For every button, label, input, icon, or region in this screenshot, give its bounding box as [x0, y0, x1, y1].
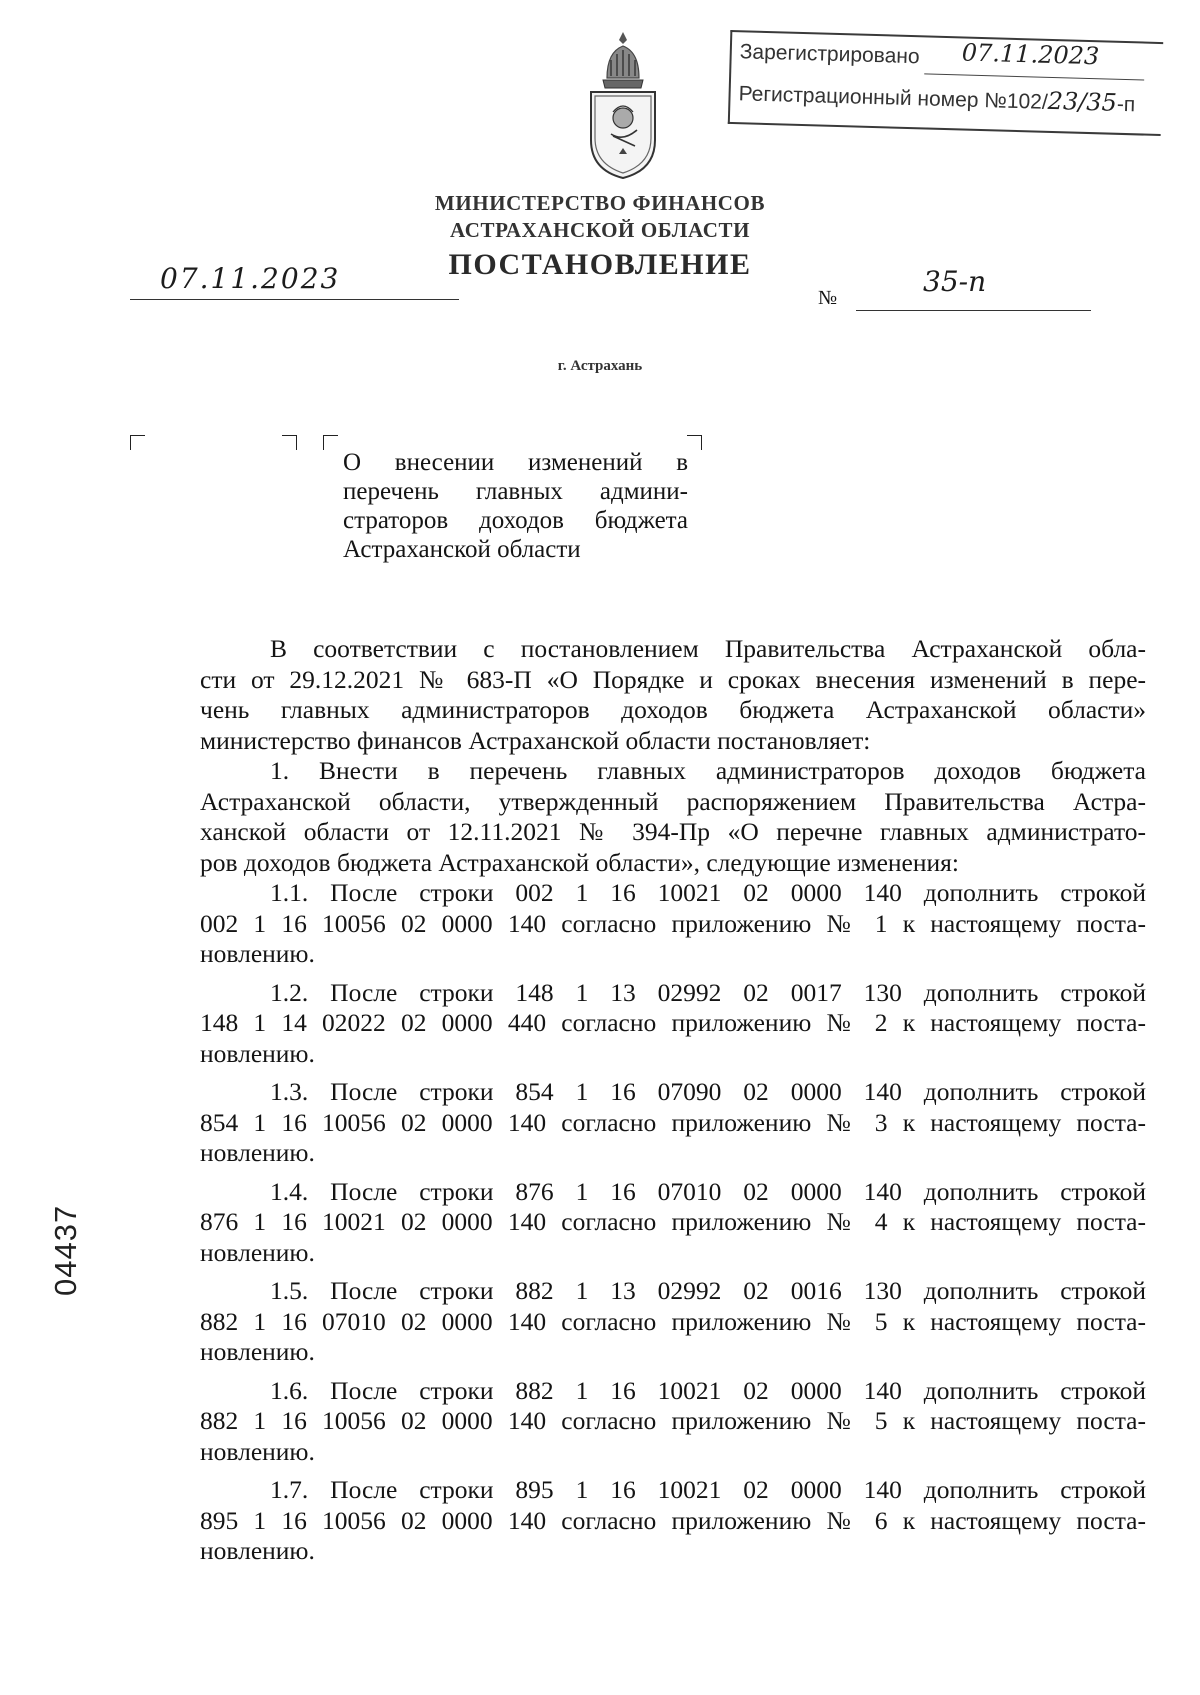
stamp-underline — [924, 73, 1144, 80]
bracket-corner-top-right — [282, 435, 297, 450]
preamble-line: чень главных администраторов доходов бюджета Астраханской области» — [200, 695, 1146, 724]
subitem-line: 1.5. После строки 882 1 13 02992 02 0016 130 дополнить строкой — [270, 1276, 1146, 1305]
document-date-handwritten: 07.11.2023 — [160, 262, 341, 295]
side-registration-number: 04437 — [48, 1204, 83, 1296]
subitem-line: 876 1 16 10021 02 0000 140 согласно приложению № 4 к настоящему поста- — [200, 1207, 1146, 1236]
subitem-line: новлению. — [200, 1536, 315, 1565]
subitem-line: 1.6. После строки 882 1 16 10021 02 0000 140 дополнить строкой — [270, 1375, 1146, 1405]
subitem-line: 882 1 16 07010 02 0000 140 согласно приложению № 5 к настоящему поста- — [200, 1306, 1146, 1336]
subitem-line: 1.2. После строки 148 1 13 02992 02 0017 130 дополнить строкой — [270, 977, 1146, 1007]
registered-label: Зарегистрировано — [739, 40, 920, 69]
subitem-line: 002 1 16 10056 02 0000 140 согласно приложению № 1 к настоящему поста- — [200, 908, 1146, 938]
item1-line: ров доходов бюджета Астраханской области», следующие изменения: — [200, 847, 959, 877]
subject-corner-top-left — [323, 435, 338, 450]
preamble-line: сти от 29.12.2021 № 683-П «О Порядке и сроках внесения изменений в пере- — [200, 664, 1146, 694]
preamble-line: В соответствии с постановлением Правительства Астраханской обла- — [270, 634, 1146, 663]
subitem-line: новлению. — [200, 939, 315, 968]
subject-line: Астраханской области — [343, 536, 581, 563]
subject-line: О внесении изменений в — [343, 449, 688, 476]
bracket-corner-top-left — [130, 435, 145, 450]
registered-date: 07.11.2023 — [961, 38, 1100, 71]
number-sign: № — [818, 287, 838, 309]
subject-line: перечень главных админи- — [343, 478, 688, 505]
reg-number-label: Регистрационный номер №102/ — [738, 82, 1049, 114]
number-underline — [856, 310, 1091, 311]
document-body — [200, 634, 1146, 1567]
reg-number-handwritten: 23/35 — [1047, 86, 1118, 117]
subitem-line: 1.4. После строки 876 1 16 07010 02 0000 140 дополнить строкой — [270, 1176, 1146, 1206]
item1-line: 1. Внести в перечень главных администраторов доходов бюджета — [270, 756, 1146, 785]
coat-of-arms-emblem — [583, 30, 663, 180]
subitem-line: новлению. — [200, 1337, 315, 1366]
subitem-line: 148 1 14 02022 02 0000 440 согласно приложению № 2 к настоящему поста- — [200, 1008, 1146, 1037]
city: г. Астрахань — [557, 358, 643, 374]
preamble-line: министерство финансов Астраханской области постановляет: — [200, 725, 871, 755]
item1-line: ханской области от 12.11.2021 № 394-Пр «О перечне главных администрато- — [200, 817, 1146, 846]
subitem-line: 882 1 16 10056 02 0000 140 согласно приложению № 5 к настоящему поста- — [200, 1406, 1146, 1435]
subitem-line: 1.1. После строки 002 1 16 10021 02 0000 140 дополнить строкой — [270, 878, 1146, 907]
ministry-name-line1: МИНИСТЕРСТВО ФИНАНСОВ — [434, 191, 766, 215]
reg-number-suffix: -п — [1116, 92, 1136, 117]
subitem-line: новлению. — [200, 1436, 315, 1466]
item1-line: Астраханской области, утвержденный распоряжением Правительства Астра- — [200, 786, 1146, 816]
subitem-line: новлению. — [200, 1038, 315, 1068]
subitem-line: 895 1 16 10056 02 0000 140 согласно приложению № 6 к настоящему поста- — [200, 1505, 1146, 1535]
document-subject — [343, 448, 688, 564]
document-type-title: ПОСТАНОВЛЕНИЕ — [448, 248, 752, 281]
subitem-line: новлению. — [200, 1237, 315, 1267]
registration-stamp — [728, 30, 1163, 136]
subitem-line: 1.3. После строки 854 1 16 07090 02 0000 140 дополнить строкой — [270, 1077, 1146, 1106]
subitem-line: новлению. — [200, 1138, 315, 1167]
subject-line: страторов доходов бюджета — [343, 507, 688, 534]
document-number-handwritten: 35-п — [923, 265, 987, 298]
subject-corner-top-right — [687, 435, 702, 450]
subitem-line: 1.7. После строки 895 1 16 10021 02 0000 140 дополнить строкой — [270, 1475, 1146, 1504]
subitem-line: 854 1 16 10056 02 0000 140 согласно приложению № 3 к настоящему поста- — [200, 1107, 1146, 1137]
ministry-name-line2: АСТРАХАНСКОЙ ОБЛАСТИ — [449, 218, 751, 242]
date-underline — [130, 299, 459, 300]
